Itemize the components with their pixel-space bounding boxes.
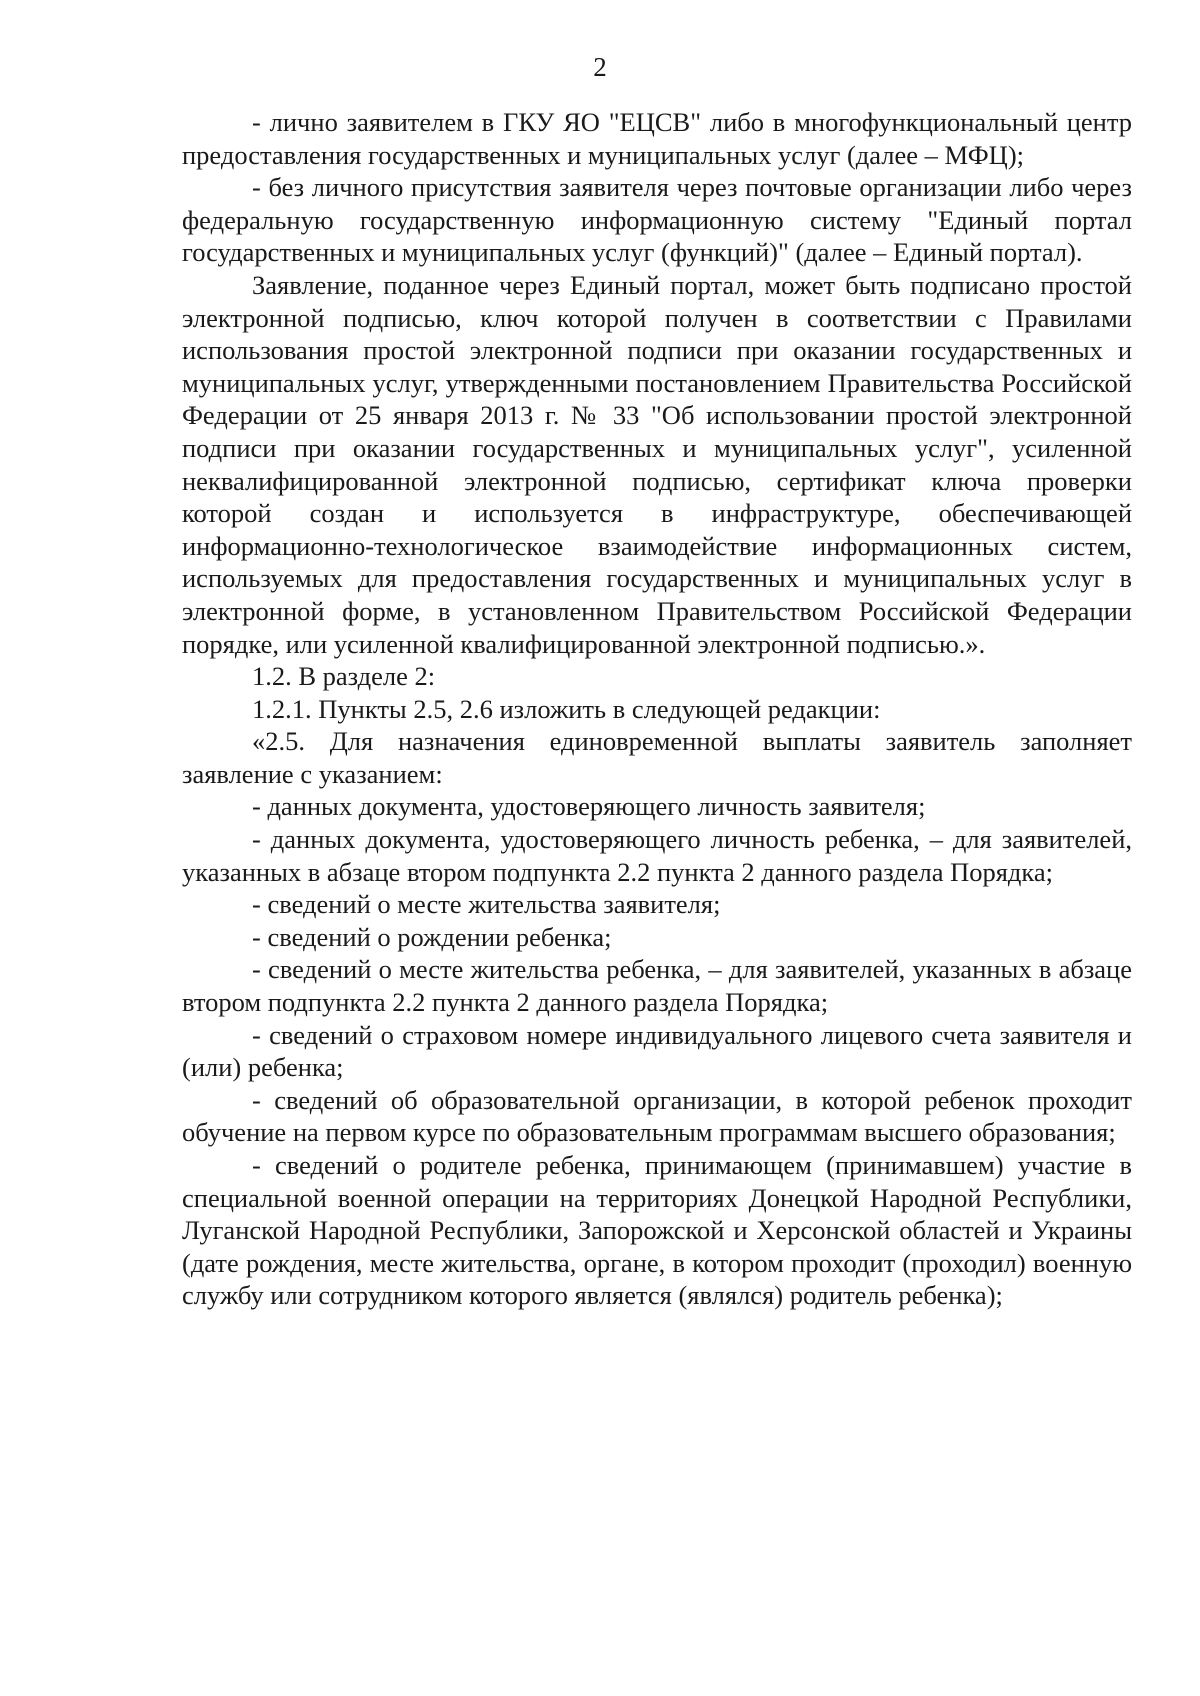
paragraph-submission-in-person: - лично заявителем в ГКУ ЯО "ЕЦСВ" либо в многофункциональный центр предоставления государственных и муниципальных услуг (далее – МФЦ); — [182, 107, 1132, 170]
paragraph-section-2: 1.2. В разделе 2: — [252, 661, 436, 692]
list-item: - сведений об образовательной организации, в которой ребенок проходит обучение на первом курсе по образовательным программам высшего образования; — [182, 1084, 1132, 1148]
paragraph-item-1-2-1: 1.2.1. Пункты 2.5, 2.6 изложить в следующей редакции: — [252, 693, 881, 724]
list-item: - сведений о месте жительства ребенка, – для заявителей, указанных в абзаце втором подпункта 2.2 пункта 2 данного раздела Порядка; — [182, 954, 1132, 1018]
list-item: - сведений о страховом номере индивидуального лицевого счета заявителя и (или) ребенка; — [182, 1019, 1132, 1083]
paragraph-item-2-5: «2.5. Для назначения единовременной выплаты заявитель заполняет заявление с указанием: — [182, 726, 1132, 789]
paragraph-submission-remote: - без личного присутствия заявителя через почтовые организации либо через федеральную государственную информационную систему "Единый портал государственных и муниципальных услуг (функций)" (далее – Единый портал). — [182, 172, 1132, 268]
document-body — [182, 106, 1132, 1312]
page-number: 2 — [593, 52, 607, 82]
list-item: - сведений о рождении ребенка; — [252, 921, 612, 952]
list-item: - данных документа, удостоверяющего личность ребенка, – для заявителей, указанных в абзаце втором подпункта 2.2 пункта 2 данного раздела Порядка; — [182, 824, 1132, 887]
paragraph-electronic-signature: Заявление, поданное через Единый портал, может быть подписано простой электронной подписью, ключ которой получен в соответствии с Правилами использования простой электронной подписи при оказании государственных и муниципальных услуг, утвержденными постановлением Правительства Российской Федерации от 25 января 2013 г. № 33 "Об использовании простой электронной подписи при оказании государственных и муниципальных услуг", усиленной неквалифицированной электронной подписью, сертификат ключа проверки которой создан и используется в инфраструктуре, обеспечивающей информационно-технологическое взаимодействие информационных систем, используемых для предоставления государственных и муниципальных услуг в электронной форме, в установленном Правительством Российской Федерации порядке, или усиленной квалифицированной электронной подписью.». — [182, 269, 1132, 659]
list-item: - сведений о родителе ребенка, принимающем (принимавшем) участие в специальной военной операции на территориях Донецкой Народной Республики, Луганской Народной Республики, Запорожской и Херсонской областей и Украины (дате рождения, месте жительства, органе, в котором проходит (проходил) военную службу или сотрудником которого является (являлся) родитель ребенка); — [182, 1150, 1132, 1311]
list-item: - данных документа, удостоверяющего личность заявителя; — [252, 791, 926, 822]
list-item: - сведений о месте жительства заявителя; — [252, 889, 721, 920]
